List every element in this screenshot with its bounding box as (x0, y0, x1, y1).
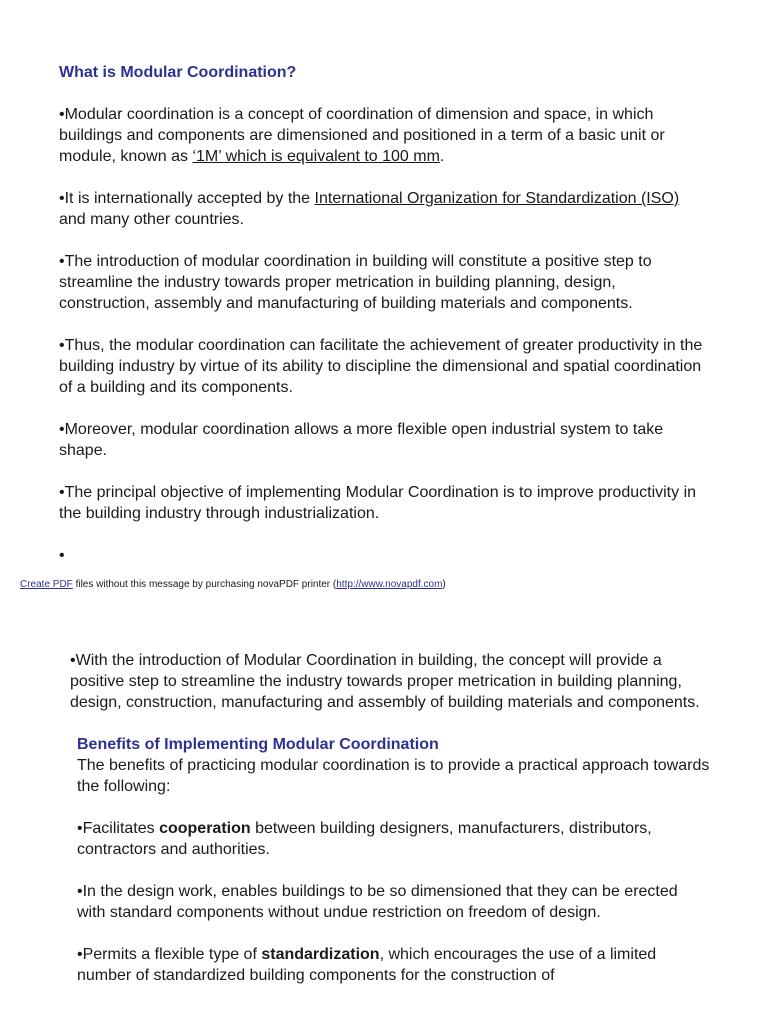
paragraph-productivity: •Thus, the modular coordination can facilitate the achievement of greater productivity in the building industry by virtue of its ability to discipline the dimensional and spatial coordination of a building and its components. (59, 337, 703, 396)
pdf-watermark-footer (20, 578, 446, 591)
paragraph-iso (59, 188, 709, 230)
footer-text: files without this message by purchasing novaPDF printer ( (72, 579, 337, 590)
benefit-bold-term: cooperation (159, 820, 251, 837)
paragraph-text: •Modular coordination is a concept of coordination of dimension and space, in which buildings and components are dimensioned and positioned in a term of a basic unit or module, known as (59, 106, 665, 165)
paragraph-benefits-lead: The benefits of practicing modular coordination is to provide a practical approach towards the following: (77, 757, 710, 795)
empty-bullet: • (59, 547, 65, 564)
paragraph-flexible-system: •Moreover, modular coordination allows a more flexible open industrial system to take shape. (59, 421, 664, 459)
benefit-text: •Permits a flexible type of (77, 946, 262, 963)
paragraph-definition (59, 104, 709, 167)
paragraph-introduction: •The introduction of modular coordination in building will constitute a positive step to streamline the industry towards proper metrication in building planning, design, construction, assembly and manufacturing of building materials and components. (59, 253, 652, 312)
benefit-text: between building designers, manufacturers, distributors, contractors and authorities. (77, 820, 652, 858)
footer-text-end: ) (442, 579, 446, 590)
module-definition-link[interactable]: ‘1M’ which is equivalent to 100 mm (192, 148, 440, 165)
iso-link[interactable]: International Organization for Standardization (ISO) (314, 190, 680, 207)
section-heading-benefits: Benefits of Implementing Modular Coordination (77, 736, 439, 753)
create-pdf-link[interactable]: Create PDF (20, 579, 73, 590)
paragraph-text: •It is internationally accepted by the (59, 190, 315, 207)
benefit-item-cooperation (77, 818, 710, 860)
benefit-bold-term: standardization (261, 946, 380, 963)
benefits-section (77, 734, 710, 986)
benefit-text: •Facilitates (77, 820, 160, 837)
paragraph-principal-objective: •The principal objective of implementing Modular Coordination is to improve productivity in the building industry through industrialization. (59, 484, 697, 522)
paragraph-intro: •With the introduction of Modular Coordination in building, the concept will provide a positive step to streamline the industry towards proper metrication in building planning, design, construction, manufacturing and assembly of building materials and components. (70, 652, 700, 711)
paragraph-text: . (439, 148, 445, 165)
section-heading-what-is-mc: What is Modular Coordination? (59, 64, 297, 81)
novapdf-url-link[interactable]: http://www.novapdf.com (336, 579, 443, 590)
paragraph-text: and many other countries. (59, 211, 244, 228)
page-1-content (59, 62, 709, 566)
page-2-content (70, 650, 710, 986)
benefit-item-design-work: •In the design work, enables buildings to be so dimensioned that they can be erected with standard components without undue restriction on freedom of design. (77, 883, 678, 921)
benefit-item-standardization (77, 944, 710, 986)
benefit-text: , which encourages the use of a limited number of standardized building components for the construction of (77, 946, 657, 984)
